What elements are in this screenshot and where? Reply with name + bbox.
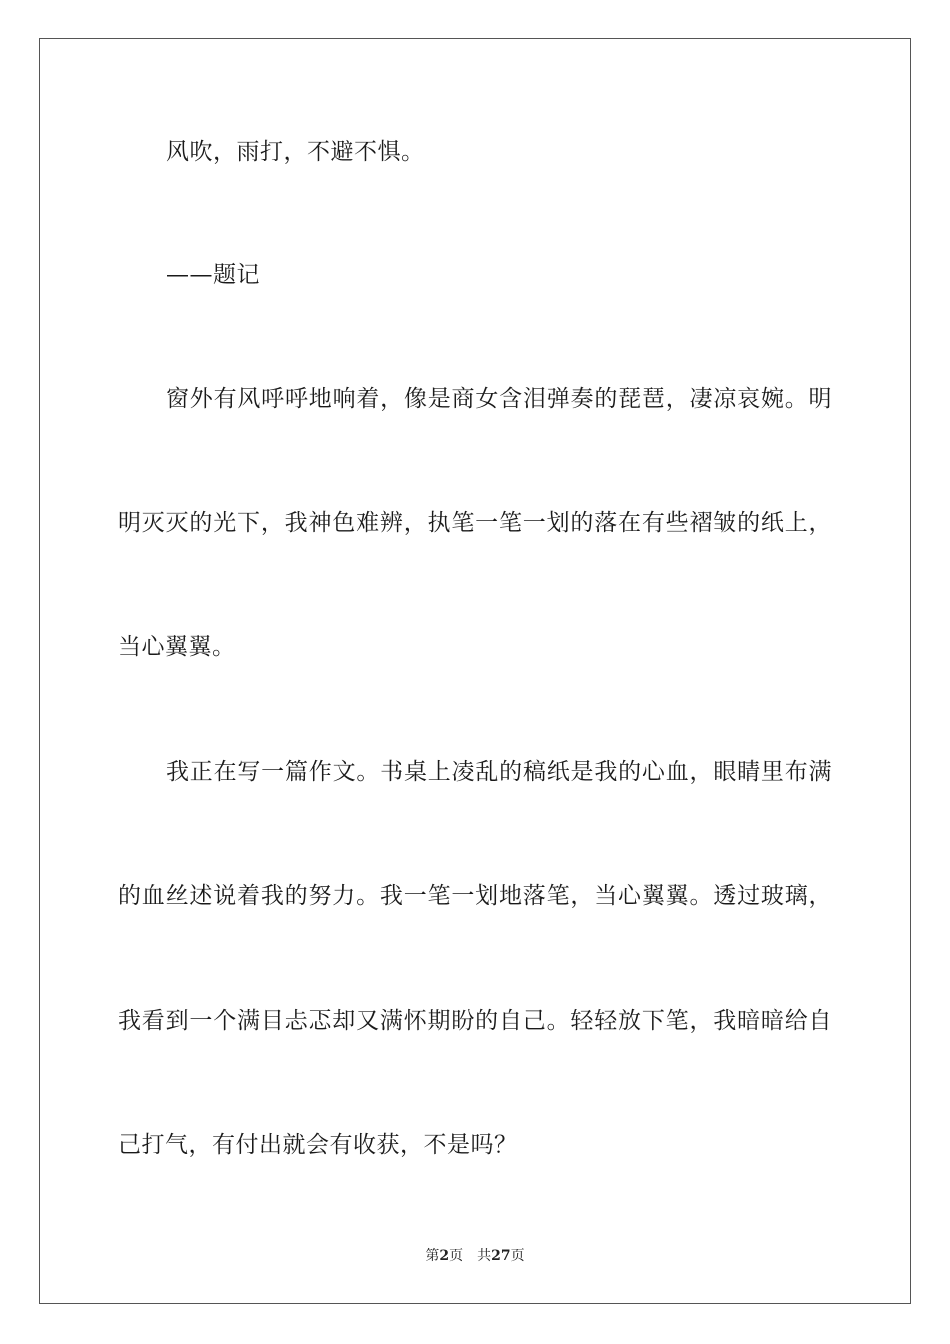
paragraph-1-line-1: 窗外有风呼呼地响着，像是商女含泪弹奏的琵琶，凄凉哀婉。明 — [166, 386, 832, 412]
page-frame — [39, 38, 911, 1304]
page-suffix: 页 — [449, 1248, 464, 1264]
total-pages: 27 — [491, 1248, 511, 1264]
epigraph-attribution: ——题记 — [166, 262, 260, 288]
paragraph-2-line-3: 我看到一个满目忐忑却又满怀期盼的自己。轻轻放下笔，我暗暗给自 — [118, 1008, 832, 1034]
page-number: 2 — [439, 1248, 450, 1264]
paragraph-1-line-2: 明灭灭的光下，我神色难辨，执笔一笔一划的落在有些褶皱的纸上， — [118, 510, 832, 536]
paragraph-2-line-1: 我正在写一篇作文。书桌上凌乱的稿纸是我的心血，眼睛里布满 — [166, 759, 832, 785]
total-suffix: 页 — [510, 1248, 525, 1264]
paragraph-1-line-3: 当心翼翼。 — [118, 634, 236, 660]
total-prefix: 共 — [477, 1248, 492, 1264]
epigraph-line: 风吹，雨打，不避不惧。 — [166, 139, 425, 165]
page-prefix: 第 — [425, 1248, 440, 1264]
paragraph-2-line-4: 己打气，有付出就会有收获，不是吗？ — [118, 1132, 518, 1158]
page-footer — [0, 1246, 950, 1266]
paragraph-2-line-2: 的血丝述说着我的努力。我一笔一划地落笔，当心翼翼。透过玻璃， — [118, 883, 832, 909]
